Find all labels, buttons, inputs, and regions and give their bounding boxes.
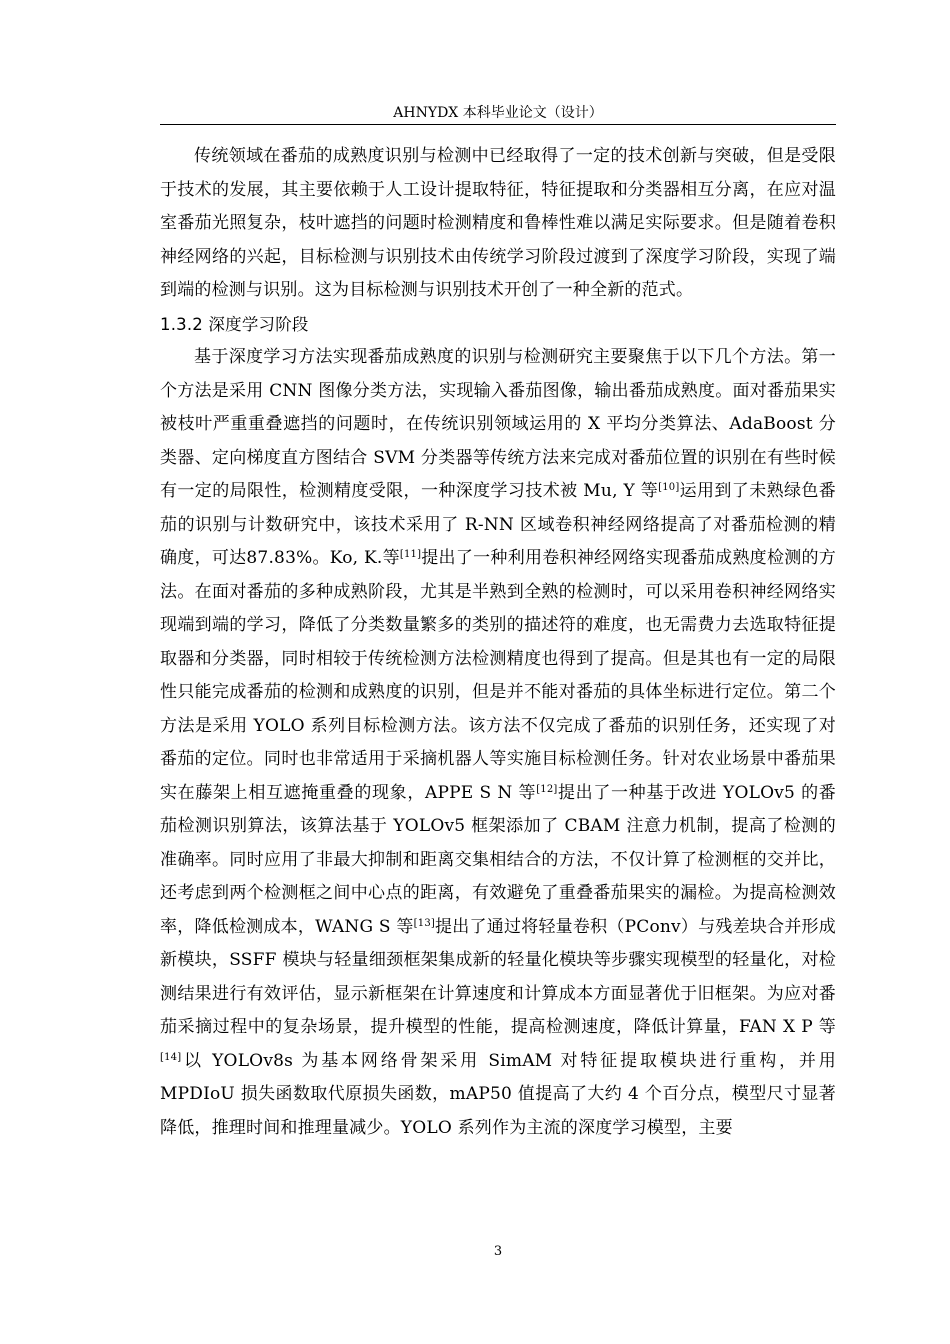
text-segment: 提出了一种利用卷积神经网络实现番茄成熟度检测的方法。在面对番茄的多种成熟阶段，尤其是半熟到全熟的检测时，可以采用卷积神经网络实现端到端的学习，降低了分类数量繁多的类别的描述符的难度，也无需费力去选取特征提取器和分类器，同时相较于传统检测方法检测精度也得到了提高。但是其也有一定的局限性只能完成番茄的检测和成熟度的识别，但是并不能对番茄的具体坐标进行定位。第二个方法是采用 YOLO 系列目标检测方法。该方法不仅完成了番茄的识别任务，还实现了对番茄的定位。同时也非常适用于采摘机器人等实施目标检测任务。针对农业场景中番茄果实在藤架上相互遮掩重叠的现象，APPE S N 等 [160,548,836,803]
page-number: 3 [493,1244,503,1259]
text-segment: 基于深度学习方法实现番茄成熟度的识别与检测研究主要聚焦于以下几个方法。第一个方法是采用 CNN 图像分类方法，实现输入番茄图像，输出番茄成熟度。面对番茄果实被枝叶严重重叠遮挡的问题时，在传统识别领域运用的 X 平均分类算法、AdaBoost 分类器、定向梯度直方图结合 SVM 分类器等传统方法来完成对番茄位置的识别在有些时候有一定的局限性，检测精度受限，一种深度学习技术被 Mu, Y 等 [160,347,836,501]
citation-ref-13: [13] [413,917,435,929]
section-heading: 1.3.2 深度学习阶段 [160,314,309,334]
text-segment: 提出了一种基于改进 YOLOv5 的番茄检测识别算法，该算法基于 YOLOv5 框架添加了 CBAM 注意力机制，提高了检测的准确率。同时应用了非最大抑制和距离交集相结合的方法，不仅计算了检测框的交并比，还考虑到两个检测框之间中心点的距离，有效避免了重叠番茄果实的漏检。为提高检测效率，降低检测成本，WANG S 等 [160,782,837,937]
citation-ref-14: [14] [160,1051,182,1063]
paragraph-deep-learning [160,341,836,1145]
text-segment: 提出了通过将轻量卷积（PConv）与残差块合并形成新模块，SSFF 模块与轻量细颈框架集成新的轻量化模块等步骤实现模型的轻量化，对检测结果进行有效评估，显示新框架在计算速度和计算成本方面显著优于旧框架。为应对番茄采摘过程中的复杂场景，提升模型的性能，提高检测速度，降低计算量，FAN X P 等 [160,916,836,1037]
text-segment: 以 YOLOv8s 为基本网络骨架采用 SimAM 对特征提取模块进行重构，并用 MPDIoU 损失函数取代原损失函数，mAP50 值提高了大约 4 个百分点，模型尺寸显著降低，推理时间和推理量减少。YOLO 系列作为主流的深度学习模型，主要 [160,1050,836,1138]
citation-ref-12: [12] [536,783,558,795]
citation-ref-11: [11] [399,549,422,560]
text-segment: 运用到了未熟绿色番茄的识别与计数研究中，该技术采用了 R-NN 区域卷积神经网络提高了对番茄检测的精确度，可达87.83%。Ko, K.等 [160,481,836,568]
paragraph-traditional-methods: 传统领域在番茄的成熟度识别与检测中已经取得了一定的技术创新与突破，但是受限于技术的发展，其主要依赖于人工设计提取特征，特征提取和分类器相互分离，在应对温室番茄光照复杂，枝叶遮挡的问题时检测精度和鲁棒性难以满足实际要求。但是随着卷积神经网络的兴起，目标检测与识别技术由传统学习阶段过渡到了深度学习阶段，实现了端到端的检测与识别。这为目标检测与识别技术开创了一种全新的范式。 [160,146,836,300]
body-text [160,140,836,1145]
running-header: AHNYDX 本科毕业论文（设计） [393,105,603,121]
header-rule [160,124,836,125]
citation-ref-10: [10] [658,482,680,493]
